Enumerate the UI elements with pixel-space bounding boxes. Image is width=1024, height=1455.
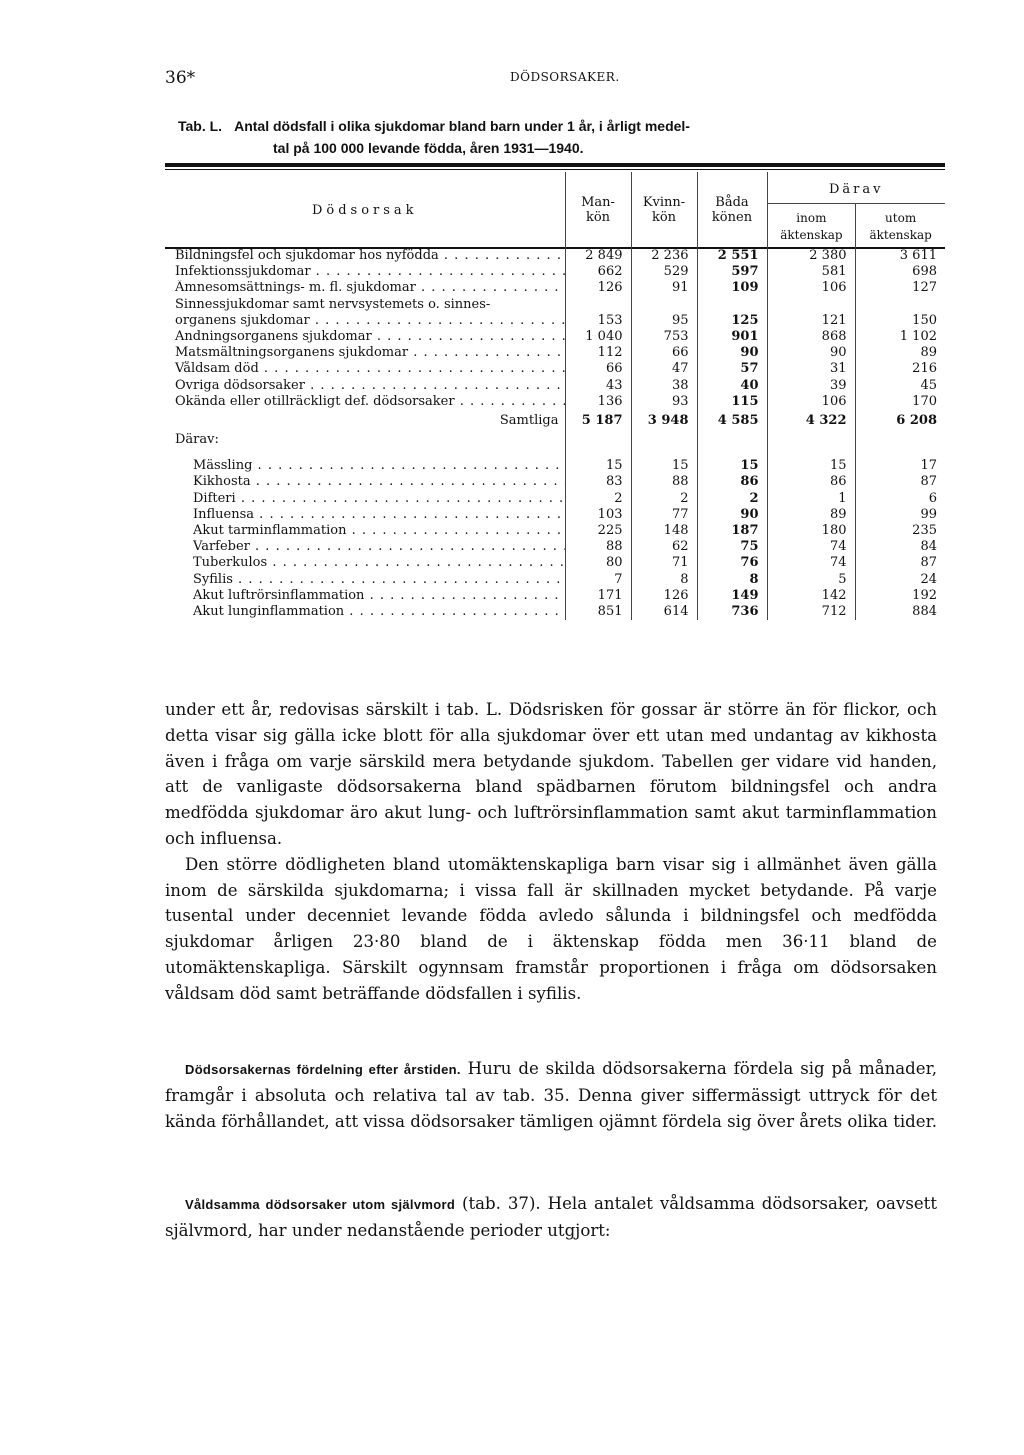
row-out-wedlock: 99 bbox=[855, 507, 945, 523]
total-out-wedlock: 6 208 bbox=[855, 410, 945, 432]
row-out-wedlock: 84 bbox=[855, 539, 945, 555]
row-both: 90 bbox=[697, 345, 767, 361]
row-both: 2 551 bbox=[697, 248, 767, 264]
row-in-wedlock: 106 bbox=[767, 394, 855, 410]
row-men: 88 bbox=[565, 539, 631, 555]
row-in-wedlock: 1 bbox=[767, 491, 855, 507]
col-header-both: Båda könen bbox=[697, 172, 767, 248]
row-cause: Mässling . . . bbox=[165, 458, 565, 474]
subhead-row bbox=[165, 432, 945, 448]
table-row bbox=[165, 474, 945, 490]
row-both: 76 bbox=[697, 555, 767, 571]
paragraph-2: Den större dödligheten bland utomäktenskapliga barn visar sig i allmänhet även gälla inom de särskilda sjukdomarna; i vissa fall är skillnaden mycket betydande. På varje tusental under decenniet levande födda avledo sålunda i bildningsfel och medfödda sjukdomar årligen 23·80 bland de i äktenskap födda men 36·11 bland de utomäktenskapliga. Särskilt ogynnsam framstår proportionen i fråga om dödsorsaken våldsam död samt beträffande dödsfallen i syfilis. bbox=[165, 854, 937, 1003]
row-cause: Våldsam död . . . bbox=[165, 361, 565, 377]
subhead-label: Därav: bbox=[175, 432, 219, 448]
row-women: 614 bbox=[631, 604, 697, 620]
row-in-wedlock: 5 bbox=[767, 572, 855, 588]
row-both: 86 bbox=[697, 474, 767, 490]
row-men: 662 bbox=[565, 264, 631, 280]
row-both: 8 bbox=[697, 572, 767, 588]
row-men: 15 bbox=[565, 458, 631, 474]
row-both: 736 bbox=[697, 604, 767, 620]
row-women: 529 bbox=[631, 264, 697, 280]
table-row bbox=[165, 297, 945, 313]
row-women: 88 bbox=[631, 474, 697, 490]
row-men: 112 bbox=[565, 345, 631, 361]
row-cause: organens sjukdomar . . . bbox=[165, 313, 565, 329]
row-cause: Infektionssjukdomar . . . bbox=[165, 264, 565, 280]
row-in-wedlock: 15 bbox=[767, 458, 855, 474]
col-header-cause: Dödsorsak bbox=[311, 202, 418, 218]
row-both: 15 bbox=[697, 458, 767, 474]
row-women: 38 bbox=[631, 378, 697, 394]
row-women bbox=[631, 297, 697, 313]
col-header-out-wedlock: utom äktenskap bbox=[855, 204, 945, 248]
row-women: 15 bbox=[631, 458, 697, 474]
row-in-wedlock: 712 bbox=[767, 604, 855, 620]
of-which-subheaders bbox=[768, 204, 946, 248]
table-caption bbox=[178, 115, 938, 159]
table-row bbox=[165, 345, 945, 361]
row-men: 7 bbox=[565, 572, 631, 588]
row-in-wedlock: 31 bbox=[767, 361, 855, 377]
row-men: 126 bbox=[565, 280, 631, 296]
row-in-wedlock: 868 bbox=[767, 329, 855, 345]
caption-line-1: Antal dödsfall i olika sjukdomar bland barn under 1 år, i årligt medel- bbox=[234, 118, 690, 134]
row-in-wedlock: 74 bbox=[767, 539, 855, 555]
table-row bbox=[165, 507, 945, 523]
row-women: 62 bbox=[631, 539, 697, 555]
row-cause: Ämnesomsättnings- m. fl. sjukdomar . . . bbox=[165, 280, 565, 296]
row-out-wedlock bbox=[855, 297, 945, 313]
row-women: 91 bbox=[631, 280, 697, 296]
col-header-men: Man- kön bbox=[565, 172, 631, 248]
paragraph-4-body: (tab. 37). Hela antalet våldsamma dödsorsaker, oavsett självmord, har under nedanstående perioder utgjort: bbox=[165, 1194, 937, 1240]
row-cause: Matsmältningsorganens sjukdomar . . . bbox=[165, 345, 565, 361]
table-row bbox=[165, 523, 945, 539]
row-cause: Akut tarminflammation . . . bbox=[165, 523, 565, 539]
row-men: 43 bbox=[565, 378, 631, 394]
row-out-wedlock: 170 bbox=[855, 394, 945, 410]
row-men bbox=[565, 297, 631, 313]
row-men: 2 bbox=[565, 491, 631, 507]
row-women: 77 bbox=[631, 507, 697, 523]
row-cause: Övriga dödsorsaker . . . bbox=[165, 378, 565, 394]
row-women: 753 bbox=[631, 329, 697, 345]
col-header-in-wedlock: inom äktenskap bbox=[780, 210, 843, 242]
row-cause: Kikhosta . . . bbox=[165, 474, 565, 490]
total-women: 3 948 bbox=[631, 410, 697, 432]
row-out-wedlock: 89 bbox=[855, 345, 945, 361]
row-out-wedlock: 87 bbox=[855, 474, 945, 490]
table-row bbox=[165, 361, 945, 377]
table-total bbox=[165, 410, 945, 458]
col-header-women: Kvinn- kön bbox=[631, 172, 697, 248]
row-cause: Andningsorganens sjukdomar . . . bbox=[165, 329, 565, 345]
row-cause: Syfilis . . . bbox=[165, 572, 565, 588]
row-men: 2 849 bbox=[565, 248, 631, 264]
row-out-wedlock: 17 bbox=[855, 458, 945, 474]
row-men: 103 bbox=[565, 507, 631, 523]
paragraph-3-body: Huru de skilda dödsorsakerna fördela sig på månader, framgår i absoluta och relativa tal av tab. 35. Denna giver siffermässigt uttryck för det kända förhållandet, att vissa dödsorsaker tämligen ojämnt fördela sig över årets olika tider. bbox=[165, 1059, 938, 1131]
total-both: 4 585 bbox=[697, 410, 767, 432]
table-row bbox=[165, 264, 945, 280]
row-cause: Akut luftrörsinflammation . . . bbox=[165, 588, 565, 604]
row-out-wedlock: 216 bbox=[855, 361, 945, 377]
table-row bbox=[165, 394, 945, 410]
table-row bbox=[165, 378, 945, 394]
caption-line-2: tal på 100 000 levande födda, åren 1931—1940. bbox=[273, 140, 584, 156]
table-label: Tab. L. bbox=[178, 118, 223, 134]
section-violent-deaths bbox=[165, 1191, 937, 1244]
row-out-wedlock: 3 611 bbox=[855, 248, 945, 264]
paragraph-1: under ett år, redovisas särskilt i tab. L. Dödsrisken för gossar är större än för flickor, och detta visar sig gälla icke blott för alla sjukdomar över ett utan med undantag av kikhosta även i fråga om varje särskild mera betydande sjukdom. Tabellen ger vidare vid handen, att de vanligaste dödsorsakerna bland spädbarnen förutom bildningsfel och andra medfödda sjukdomar äro akut lung- och luftrörsinflammation samt akut tarminflammation och influensa. bbox=[165, 700, 937, 848]
row-both: 75 bbox=[697, 539, 767, 555]
page-header bbox=[165, 68, 935, 90]
table-row bbox=[165, 539, 945, 555]
row-men: 851 bbox=[565, 604, 631, 620]
table-row bbox=[165, 248, 945, 264]
row-out-wedlock: 87 bbox=[855, 555, 945, 571]
table-row bbox=[165, 280, 945, 296]
section-heading-violent: Våldsamma dödsorsaker utom självmord bbox=[185, 1197, 456, 1212]
row-both: 901 bbox=[697, 329, 767, 345]
row-cause: Influensa . . . bbox=[165, 507, 565, 523]
row-cause: Okända eller otillräckligt def. dödsorsaker . . . bbox=[165, 394, 565, 410]
section-seasons bbox=[165, 1056, 937, 1134]
table-row bbox=[165, 588, 945, 604]
table-row bbox=[165, 491, 945, 507]
page-number: 36* bbox=[165, 68, 196, 88]
row-both: 149 bbox=[697, 588, 767, 604]
row-cause: Tuberkulos . . . bbox=[165, 555, 565, 571]
row-in-wedlock: 2 380 bbox=[767, 248, 855, 264]
row-in-wedlock bbox=[767, 297, 855, 313]
row-men: 153 bbox=[565, 313, 631, 329]
row-both: 109 bbox=[697, 280, 767, 296]
row-out-wedlock: 698 bbox=[855, 264, 945, 280]
paragraph-4 bbox=[165, 1191, 937, 1244]
table-row bbox=[165, 555, 945, 571]
table-body-sub bbox=[165, 458, 945, 620]
row-out-wedlock: 127 bbox=[855, 280, 945, 296]
row-men: 225 bbox=[565, 523, 631, 539]
row-both: 40 bbox=[697, 378, 767, 394]
table-body-main bbox=[165, 248, 945, 410]
col-header-of-which bbox=[767, 172, 945, 248]
row-women: 8 bbox=[631, 572, 697, 588]
row-out-wedlock: 6 bbox=[855, 491, 945, 507]
row-women: 148 bbox=[631, 523, 697, 539]
row-both: 187 bbox=[697, 523, 767, 539]
row-both: 57 bbox=[697, 361, 767, 377]
row-out-wedlock: 884 bbox=[855, 604, 945, 620]
table-row bbox=[165, 329, 945, 345]
row-cause: Difteri . . . bbox=[165, 491, 565, 507]
table-row bbox=[165, 458, 945, 474]
running-title: DÖDSORSAKER. bbox=[510, 70, 620, 84]
row-in-wedlock: 74 bbox=[767, 555, 855, 571]
row-out-wedlock: 1 102 bbox=[855, 329, 945, 345]
row-in-wedlock: 89 bbox=[767, 507, 855, 523]
row-men: 80 bbox=[565, 555, 631, 571]
row-cause: Bildningsfel och sjukdomar hos nyfödda . . . bbox=[165, 248, 565, 264]
table-header-row bbox=[165, 172, 945, 248]
row-women: 93 bbox=[631, 394, 697, 410]
row-out-wedlock: 24 bbox=[855, 572, 945, 588]
row-cause: Akut lunginflammation . . . bbox=[165, 604, 565, 620]
table-top-rule-thin bbox=[165, 169, 945, 170]
row-out-wedlock: 150 bbox=[855, 313, 945, 329]
section-heading-seasons: Dödsorsakernas fördelning efter årstiden. bbox=[185, 1062, 461, 1077]
row-women: 126 bbox=[631, 588, 697, 604]
total-row bbox=[165, 410, 945, 432]
row-in-wedlock: 121 bbox=[767, 313, 855, 329]
row-both: 125 bbox=[697, 313, 767, 329]
table-row bbox=[165, 604, 945, 620]
row-both: 115 bbox=[697, 394, 767, 410]
mortality-table bbox=[165, 172, 945, 620]
row-out-wedlock: 45 bbox=[855, 378, 945, 394]
row-in-wedlock: 180 bbox=[767, 523, 855, 539]
row-in-wedlock: 581 bbox=[767, 264, 855, 280]
row-out-wedlock: 235 bbox=[855, 523, 945, 539]
row-men: 66 bbox=[565, 361, 631, 377]
body-text bbox=[165, 697, 937, 1007]
row-men: 136 bbox=[565, 394, 631, 410]
row-men: 1 040 bbox=[565, 329, 631, 345]
paragraph-3 bbox=[165, 1056, 937, 1134]
row-women: 2 bbox=[631, 491, 697, 507]
row-women: 71 bbox=[631, 555, 697, 571]
row-in-wedlock: 90 bbox=[767, 345, 855, 361]
row-women: 66 bbox=[631, 345, 697, 361]
row-in-wedlock: 39 bbox=[767, 378, 855, 394]
row-cause: Sinnessjukdomar samt nervsystemets o. sinnes- bbox=[175, 296, 491, 312]
row-men: 171 bbox=[565, 588, 631, 604]
row-both: 90 bbox=[697, 507, 767, 523]
row-men: 83 bbox=[565, 474, 631, 490]
row-in-wedlock: 106 bbox=[767, 280, 855, 296]
total-men: 5 187 bbox=[565, 410, 631, 432]
row-cause: Varfeber . . . bbox=[165, 539, 565, 555]
total-in-wedlock: 4 322 bbox=[767, 410, 855, 432]
row-both: 597 bbox=[697, 264, 767, 280]
of-which-label: Därav bbox=[768, 173, 946, 204]
row-women: 47 bbox=[631, 361, 697, 377]
row-in-wedlock: 86 bbox=[767, 474, 855, 490]
row-in-wedlock: 142 bbox=[767, 588, 855, 604]
table-row bbox=[165, 572, 945, 588]
row-both: 2 bbox=[697, 491, 767, 507]
table-top-rule bbox=[165, 163, 945, 167]
row-women: 2 236 bbox=[631, 248, 697, 264]
table-row bbox=[165, 313, 945, 329]
row-out-wedlock: 192 bbox=[855, 588, 945, 604]
row-women: 95 bbox=[631, 313, 697, 329]
row-both bbox=[697, 297, 767, 313]
total-label: Samtliga bbox=[499, 413, 559, 429]
